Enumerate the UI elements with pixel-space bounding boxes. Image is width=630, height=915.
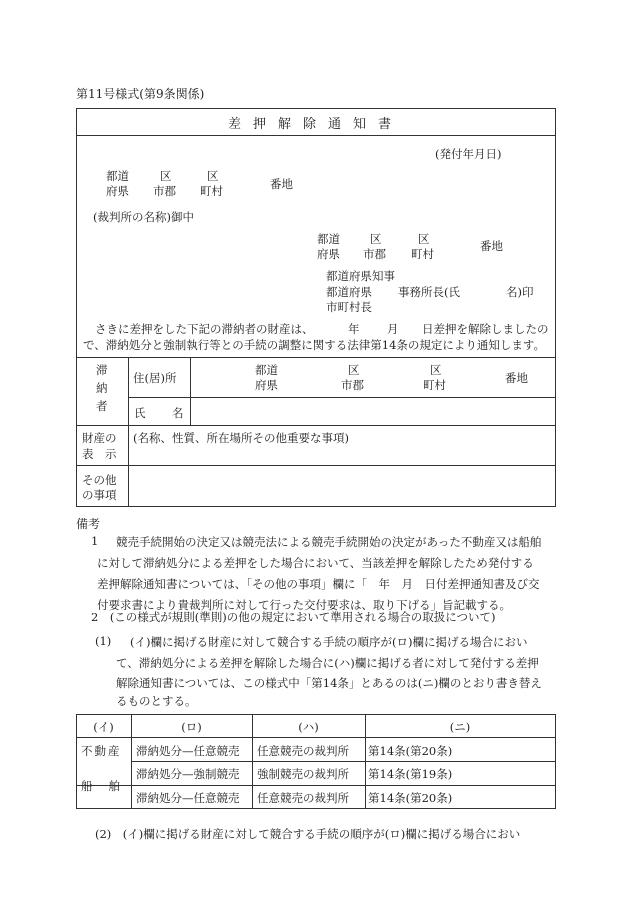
frame-bottom: [76, 506, 556, 507]
t2-header-ro: (ロ): [181, 720, 202, 734]
addr2-town1: 区: [418, 232, 430, 246]
sub1-line-3: 解除通知書については、この様式中「第14条」とあるのは(ニ)欄のとおり書き替え: [116, 676, 542, 690]
addr1-banchi: 番地: [270, 177, 293, 191]
jusho-banchi: 番地: [505, 371, 528, 385]
item1-line-2: に対して滞納処分による差押をした場合において、当該差押を解除したため発付する: [97, 556, 534, 570]
zaisan-label-b: 表 示: [82, 447, 117, 461]
t2-header-ha: (ハ): [298, 720, 319, 734]
sub1-line-1: (イ)欄に掲げる財産に対して競合する手続の順序が(ロ)欄に掲げる場合におい: [130, 635, 528, 649]
row-divider-name: [128, 397, 555, 398]
title-divider: [76, 135, 555, 136]
form-title: 差押解除通知書: [227, 117, 403, 132]
t2-row1-ha: 任意競売の裁判所: [257, 744, 349, 758]
t2-row1-i: 不動産: [81, 744, 122, 758]
item1-line-3: 差押解除通知書については、「その他の事項」欄に「 年 月 日付差押通知書及び交: [97, 577, 540, 591]
item1-number: 1: [91, 534, 99, 548]
sub1-line-2: て、滞納処分による差押を解除した場合に(ハ)欄に掲げる者に対して発付する差押: [116, 656, 539, 670]
form-number: 第11号様式(第9条関係): [76, 87, 205, 101]
jusho-pref1: 都道: [255, 363, 278, 377]
addr1-city1: 区: [160, 169, 172, 183]
t2-row2-ni: 第14条(第19条): [368, 767, 453, 781]
jusho-town1: 区: [430, 363, 442, 377]
t2-row1-ni: 第14条(第20条): [368, 744, 453, 758]
jusho-city1: 区: [348, 363, 360, 377]
addr2-town2: 町村: [411, 247, 434, 261]
body-text-1d: 日差押を解除しましたの: [422, 322, 549, 336]
addr2-city2: 市郡: [363, 247, 386, 261]
frame-right: [555, 108, 556, 506]
row-divider-zaisan: [76, 425, 555, 426]
taino-3: 者: [96, 399, 108, 413]
jusho-label: 住(居)所: [133, 371, 177, 385]
row-divider-sonota: [76, 465, 555, 466]
item1-line-1: 競売手続開始の決定又は競売法による競売手続開始の決定があった不動産又は船舶: [116, 535, 542, 549]
sub1-line-4: るものとする。: [116, 694, 197, 708]
addr2-banchi: 番地: [480, 239, 503, 253]
issuer-pref: 都道府県: [326, 285, 372, 299]
t2-header-i: (イ): [93, 720, 114, 734]
shimei-label-a: 氏: [134, 406, 146, 420]
t2-row2-i: 船舶: [81, 779, 136, 793]
issuer-governor: 都道府県知事: [326, 269, 395, 283]
issuer-mayor: 市町村長: [326, 300, 372, 314]
addr2-pref2: 府県: [317, 247, 340, 261]
addr2-pref1: 都道: [317, 232, 340, 246]
zaisan-value: (名称、性質、所在場所その他重要な事項): [133, 431, 349, 445]
frame-left: [76, 108, 77, 506]
jusho-pref2: 府県: [255, 378, 278, 392]
t2-row2-ha: 強制競売の裁判所: [257, 767, 349, 781]
body-text-1a: さきに差押をした下記の滞納者の財産は、: [95, 322, 314, 336]
item2-heading: 2 (この様式が規則(準則)の他の規定において準用される場合の取扱について): [91, 610, 496, 624]
sonota-label-b: の事項: [82, 488, 117, 502]
zaisan-label-a: 財産の: [82, 431, 117, 445]
sub1-number: (1): [95, 634, 112, 648]
body-text-year: 年: [348, 322, 360, 336]
taino-2: 納: [96, 381, 108, 395]
item1-line-4: 付要求書により貴裁判所に対して行った交付要求は、取り下げる」旨記載する。: [97, 598, 511, 612]
taino-1: 滞: [96, 363, 108, 377]
t2-row3-ha: 任意競売の裁判所: [257, 791, 349, 805]
col-divider-1: [128, 357, 129, 506]
addr1-city2: 市郡: [153, 184, 176, 198]
t2-header-ni: (ニ): [449, 720, 471, 734]
col-divider-2: [190, 357, 191, 425]
table-top: [76, 357, 555, 358]
addr1-pref2: 府県: [106, 184, 129, 198]
jusho-city2: 市郡: [341, 378, 364, 392]
shimei-label-b: 名: [172, 406, 184, 420]
issue-date: (発付年月日): [435, 147, 502, 161]
sonota-label-a: その他: [82, 473, 117, 487]
sub2-line: (2) (イ)欄に掲げる財産に対して競合する手続の順序が(ロ)欄に掲げる場合におい: [95, 827, 521, 841]
body-text-month: 月: [387, 322, 399, 336]
t2-row1-ro: 滞納処分—任意競売: [136, 744, 240, 758]
addr2-city1: 区: [370, 232, 382, 246]
court-name: (裁判所の名称)御中: [93, 210, 194, 224]
addr1-town2: 町村: [200, 184, 223, 198]
frame-top: [76, 108, 555, 109]
issuer-seal: 名)印: [506, 285, 534, 299]
issuer-office-head: 事務所長(氏: [398, 285, 460, 299]
t2-row3-ro: 滞納処分—任意競売: [136, 791, 240, 805]
t2-row3-ni: 第14条(第20条): [368, 791, 453, 805]
biko-label: 備考: [76, 517, 101, 531]
addr1-pref1: 都道: [106, 169, 129, 183]
jusho-town2: 町村: [423, 378, 446, 392]
t2-row2-ro: 滞納処分—強制競売: [136, 767, 240, 781]
body-text-2: で、滞納処分と強制執行等との手続の調整に関する法律第14条の規定により通知します。: [83, 338, 545, 352]
addr1-town1: 区: [207, 169, 219, 183]
